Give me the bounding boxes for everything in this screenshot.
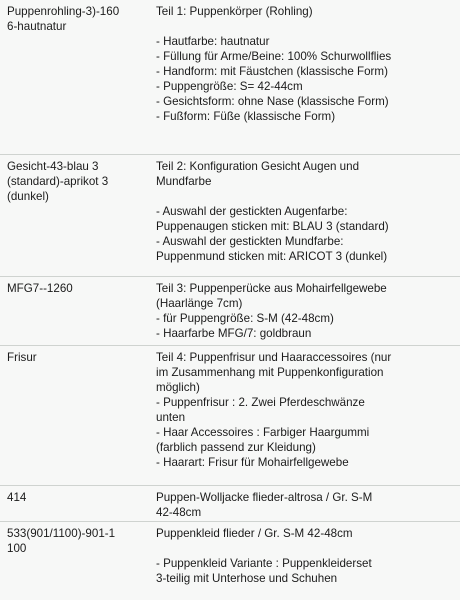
description-line: - Auswahl der gestickten Mundfarbe: — [156, 235, 344, 248]
description-line: Puppen-Wolljacke flieder-altrosa / Gr. S-M — [156, 491, 373, 504]
table-row — [0, 277, 460, 346]
description-line: Teil 1: Puppenkörper (Rohling) — [156, 5, 313, 18]
description-line: - Puppenkleid Variante : Puppenkleiderset — [156, 557, 372, 570]
description-line: Puppenaugen sticken mit: BLAU 3 (standard) — [156, 220, 389, 233]
description-line: - Puppenfrisur : 2. Zwei Pferdeschwänze — [156, 396, 365, 409]
description-line: 3-teilig mit Unterhose und Schuhen — [156, 572, 338, 585]
article-code — [7, 490, 152, 505]
article-code-line: Frisur — [7, 351, 37, 364]
article-code — [7, 4, 152, 34]
article-code-line: Puppenrohling-3)-160 — [7, 5, 120, 18]
table-row — [0, 346, 460, 486]
description-line: - Hautfarbe: hautnatur — [156, 35, 270, 48]
article-code-line: Gesicht-43-blau 3 — [7, 160, 99, 173]
description-line: - für Puppengröße: S-M (42-48cm) — [156, 312, 334, 325]
description-line: Teil 2: Konfiguration Gesicht Augen und — [156, 160, 360, 173]
description-line: - Füllung für Arme/Beine: 100% Schurwollflies — [156, 50, 392, 63]
article-code-line: (dunkel) — [7, 190, 49, 203]
description-line: (farblich passend zur Kleidung) — [156, 441, 316, 454]
description-line: - Gesichtsform: ohne Nase (klassische Form) — [156, 95, 389, 108]
description-line: - Handform: mit Fäustchen (klassische Form) — [156, 65, 388, 78]
article-code-line: 100 — [7, 542, 27, 555]
description-line: - Haarfarbe MFG/7: goldbraun — [156, 327, 312, 340]
article-code-line: 414 — [7, 491, 27, 504]
item-description — [156, 490, 456, 520]
description-line: Teil 4: Puppenfrisur und Haaraccessoires (nur — [156, 351, 392, 364]
item-description — [156, 350, 456, 470]
article-code — [7, 281, 152, 296]
table-row — [0, 155, 460, 277]
description-line: (Haarlänge 7cm) — [156, 297, 243, 310]
description-line: - Auswahl der gestickten Augenfarbe: — [156, 205, 348, 218]
article-code-line: 533(901/1100)-901-1 — [7, 527, 116, 540]
description-line: - Fußform: Füße (klassische Form) — [156, 110, 336, 123]
description-line: im Zusammenhang mit Puppenkonfiguration — [156, 366, 384, 379]
description-line: Puppenmund sticken mit: ARICOT 3 (dunkel) — [156, 250, 388, 263]
description-line: - Puppengröße: S= 42-44cm — [156, 80, 303, 93]
item-description — [156, 281, 456, 341]
article-code — [7, 159, 152, 204]
description-line: unten — [156, 411, 186, 424]
article-code — [7, 350, 152, 365]
description-line: 42-48cm — [156, 506, 202, 519]
article-code-line: (standard)-aprikot 3 — [7, 175, 109, 188]
item-description — [156, 526, 456, 586]
article-code-line: 6-hautnatur — [7, 20, 67, 33]
article-code-line: MFG7--1260 — [7, 282, 73, 295]
description-line: Puppenkleid flieder / Gr. S-M 42-48cm — [156, 527, 353, 540]
description-line: Mundfarbe — [156, 175, 212, 188]
table-row — [0, 0, 460, 155]
article-code — [7, 526, 152, 556]
description-line: möglich) — [156, 381, 200, 394]
item-description — [156, 159, 456, 264]
table-row — [0, 522, 460, 600]
description-line: - Haarart: Frisur für Mohairfellgewebe — [156, 456, 349, 469]
description-line: Teil 3: Puppenperücke aus Mohairfellgewebe — [156, 282, 387, 295]
table-row — [0, 486, 460, 522]
item-description — [156, 4, 456, 124]
description-line: - Haar Accessoires : Farbiger Haargummi — [156, 426, 370, 439]
